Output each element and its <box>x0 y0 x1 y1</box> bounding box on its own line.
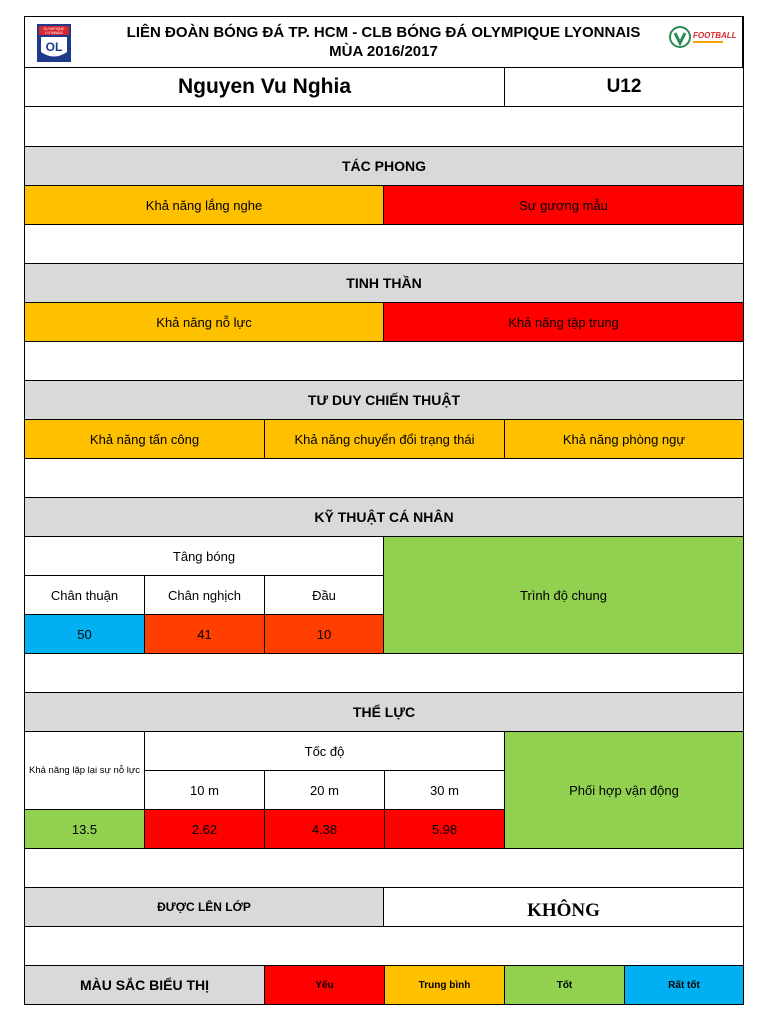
item-listening: Khả năng lắng nghe <box>25 186 384 224</box>
repeat-effort-label: Khả năng lặp lại sự nỗ lực <box>29 765 140 776</box>
tac-phong-items <box>24 186 744 225</box>
col-10m: 10 m <box>145 771 265 809</box>
olympique-lyonnais-logo <box>37 24 71 62</box>
svg-text:LYONNAIS: LYONNAIS <box>45 31 63 35</box>
football-logo <box>669 23 737 51</box>
svg-text:OL: OL <box>45 40 63 54</box>
col-30m: 30 m <box>430 782 459 798</box>
section-title: THỂ LỰC <box>352 704 416 720</box>
item-transition: Khả năng chuyển đổi trạng thái <box>265 420 505 458</box>
value-30m: 5.98 <box>385 810 504 848</box>
value-10m: 2.62 <box>145 810 265 848</box>
value-weak-foot: 41 <box>145 615 265 653</box>
section-title: TINH THẦN <box>346 275 422 291</box>
section-tu-duy <box>24 381 744 420</box>
section-title: TƯ DUY CHIẾN THUẬT <box>307 392 461 408</box>
spacer-row <box>24 927 744 966</box>
spacer-row <box>24 225 744 264</box>
promotion-value: KHÔNG <box>527 900 600 921</box>
value-strong-foot: 50 <box>25 615 145 653</box>
player-row <box>24 68 744 107</box>
svg-text:OLYMPIQUE: OLYMPIQUE <box>43 27 65 31</box>
speed-table <box>145 732 505 848</box>
coordination: Phối hợp vận động <box>505 732 743 848</box>
section-title: KỸ THUẬT CÁ NHÂN <box>314 509 454 525</box>
item-effort: Khả năng nỗ lực <box>25 303 384 341</box>
sheet-header <box>24 16 744 68</box>
svg-text:FOOTBALL: FOOTBALL <box>693 31 737 40</box>
legend-average: Trung bình <box>385 966 505 1004</box>
value-head: 10 <box>265 615 383 653</box>
overall-level: Trình độ chung <box>384 537 743 653</box>
section-ky-thuat <box>24 498 744 537</box>
juggling-table <box>25 537 384 653</box>
juggling-label: Tâng bóng <box>172 548 236 564</box>
speed-label: Tốc độ <box>304 743 345 759</box>
player-name: Nguyen Vu Nghia <box>25 68 505 106</box>
section-the-luc <box>24 693 744 732</box>
col-strong-foot: Chân thuận <box>25 576 145 614</box>
tu-duy-items <box>24 420 744 459</box>
promotion-label: ĐƯỢC LÊN LỚP <box>25 888 384 926</box>
col-head: Đầu <box>312 587 336 603</box>
item-defense: Khả năng phòng ngự <box>505 420 743 458</box>
col-20m: 20 m <box>265 771 385 809</box>
the-luc-block <box>24 732 744 849</box>
item-attack: Khả năng tấn công <box>25 420 265 458</box>
legend-good: Tốt <box>505 966 625 1004</box>
spacer-row <box>24 654 744 693</box>
ky-thuat-block <box>24 537 744 654</box>
tinh-than-items <box>24 303 744 342</box>
section-tinh-than <box>24 264 744 303</box>
item-focus: Khả năng tập trung <box>384 303 743 341</box>
repeat-effort-value: 13.5 <box>25 810 144 848</box>
header-titles <box>25 17 743 67</box>
section-title: TÁC PHONG <box>342 158 426 174</box>
repeat-effort-col <box>25 732 145 848</box>
col-weak-foot: Chân nghịch <box>145 576 265 614</box>
header-title: LIÊN ĐOÀN BÓNG ĐÁ TP. HCM - CLB BÓNG ĐÁ OLYMPIQUE LYONNAIS <box>126 24 641 41</box>
legend-title: MÀU SẮC BIỂU THỊ <box>25 966 265 1004</box>
legend-weak: Yếu <box>265 966 385 1004</box>
promotion-row <box>24 888 744 927</box>
evaluation-sheet <box>24 16 744 1005</box>
spacer-row <box>24 459 744 498</box>
value-20m: 4.38 <box>265 810 385 848</box>
legend-excellent: Rất tốt <box>625 966 743 1004</box>
item-role-model: Sự gương mẫu <box>384 186 743 224</box>
player-group: U12 <box>606 76 642 97</box>
spacer-row <box>24 107 744 147</box>
section-tac-phong <box>24 147 744 186</box>
header-season: MÙA 2016/2017 <box>329 43 438 60</box>
spacer-row <box>24 342 744 381</box>
spacer-row <box>24 849 744 888</box>
legend-row <box>24 966 744 1005</box>
